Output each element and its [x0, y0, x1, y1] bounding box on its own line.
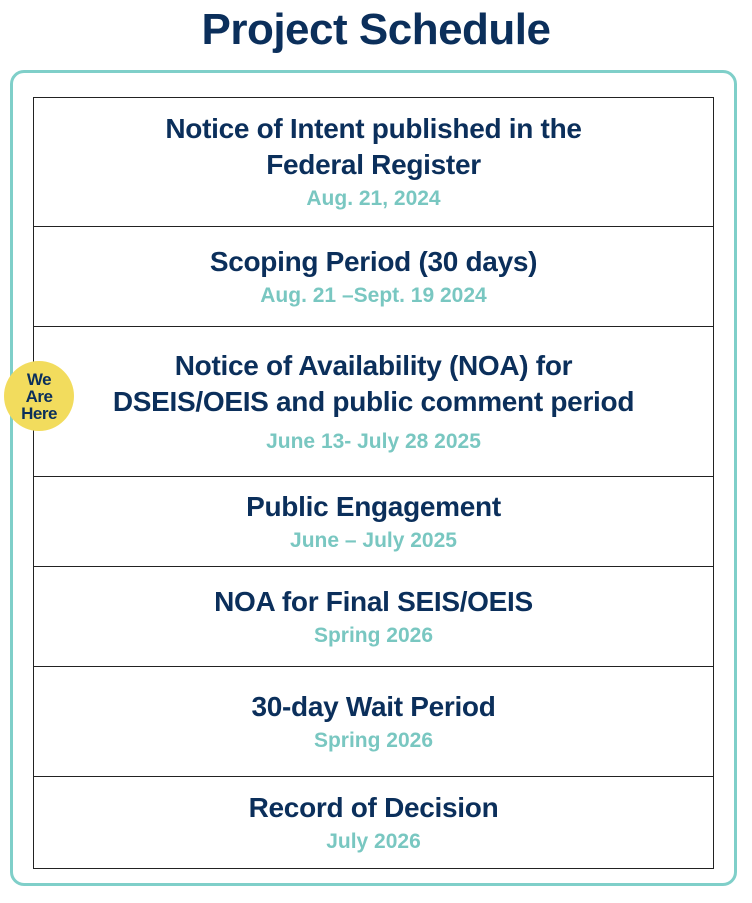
milestone-title-line: Public Engagement: [246, 490, 501, 522]
badge-line: Are: [25, 386, 53, 406]
milestone-date: June 13- July 28 2025: [266, 429, 481, 453]
milestone-row-scoping-period: [34, 226, 713, 326]
milestone-date: Spring 2026: [313, 728, 434, 752]
badge-line: Here: [21, 403, 57, 423]
milestone-title-line: Federal Register: [266, 149, 481, 180]
milestone-title-line: Scoping Period (30 days): [209, 245, 538, 277]
milestone-date: Aug. 21 –Sept. 19 2024: [260, 283, 487, 307]
milestone-row-wait-period: [34, 666, 713, 776]
milestone-date: July 2026: [326, 829, 421, 853]
milestone-title-line: 30-day Wait Period: [251, 690, 496, 722]
we-are-here-badge: [4, 361, 74, 431]
milestone-title-line: Record of Decision: [248, 791, 499, 823]
milestone-row-noa-final: [34, 566, 713, 666]
milestone-row-public-engagement: [34, 476, 713, 566]
milestone-title-line: NOA for Final SEIS/OEIS: [214, 585, 533, 617]
milestone-row-notice-of-intent: [34, 98, 713, 226]
schedule-table: [33, 97, 714, 869]
milestone-row-notice-of-availability: [34, 326, 713, 476]
badge-line: We: [26, 369, 52, 389]
milestone-title-line: Notice of Intent published in the: [165, 113, 582, 144]
milestone-title-line: DSEIS/OEIS and public comment period: [112, 385, 635, 417]
milestone-title-line: Notice of Availability (NOA) for: [174, 349, 573, 381]
milestone-date: Spring 2026: [313, 623, 434, 647]
milestone-row-record-of-decision: [34, 776, 713, 868]
milestone-date: Aug. 21, 2024: [306, 187, 441, 210]
page-title: Project Schedule: [201, 5, 551, 54]
milestone-date: June – July 2025: [290, 528, 457, 552]
